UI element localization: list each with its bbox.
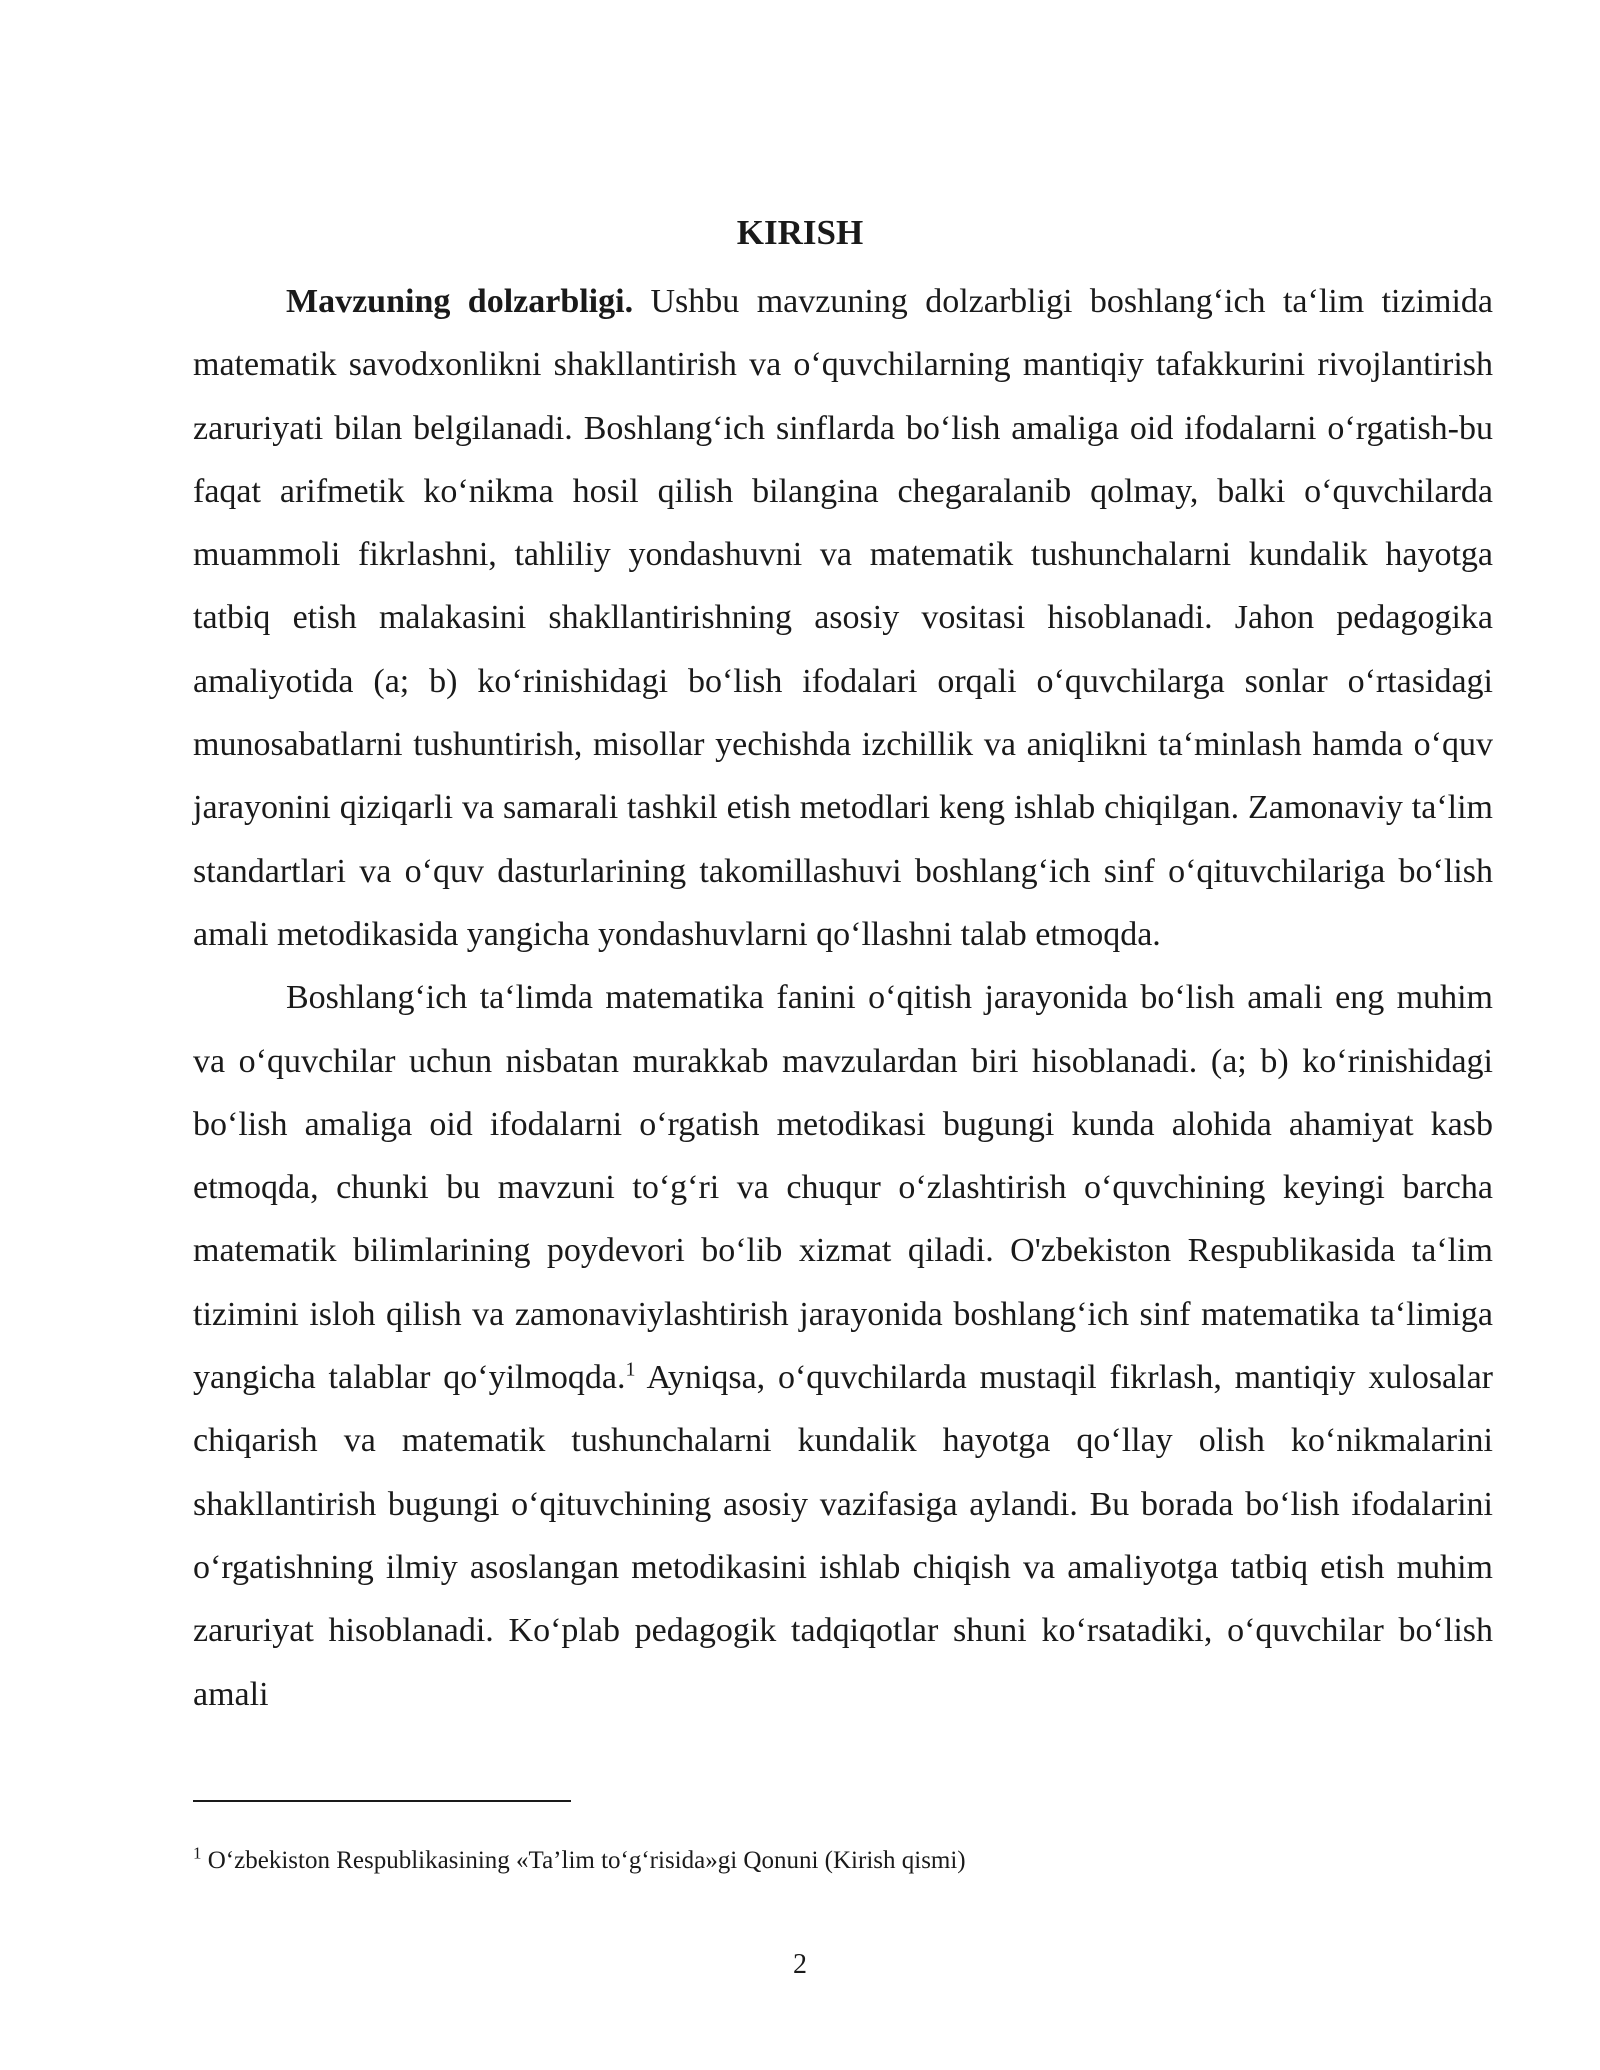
footnote-reference[interactable]: 1	[625, 1358, 636, 1381]
footnote-number: 1	[193, 1843, 202, 1863]
footnote-text: O‘zbekiston Respublikasining «Ta’lim to‘g‘risida»gi Qonuni (Kirish qismi)	[201, 1847, 966, 1874]
paragraph-lead: Mavzuning dolzarbligi.	[286, 283, 634, 320]
body-text	[193, 270, 1493, 1726]
page-number: 2	[793, 1949, 807, 1980]
paragraph-text: Ayniqsa, o‘quvchilarda mustaqil fikrlash, mantiqiy xulosalar chiqarish va matematik tushunchalarni kundalik hayotga qo‘llay olish ko‘nikmalarini shakllantirish bugungi o‘qituvchining asosiy vazifasiga aylandi. Bu borada bo‘lish ifodalarini o‘rgatishning ilmiy asoslangan metodikasini ishlab chiqish va amaliyotga tatbiq etish muhim zaruriyat hisoblanadi. Ko‘plab pedagogik tadqiqotlar shuni ko‘rsatadiki, o‘quvchilar bo‘lish amali	[193, 1359, 1493, 1713]
footnote-divider	[193, 1800, 571, 1802]
paragraph-text: Boshlang‘ich ta‘limda matematika fanini o‘qitish jarayonida bo‘lish amali eng muhim va o‘quvchilar uchun nisbatan murakkab mavzulardan biri hisoblanadi. (a; b) ko‘rinishidagi bo‘lish amaliga oid ifodalarni o‘rgatish metodikasi bugungi kunda alohida ahamiyat kasb etmoqda, chunki bu mavzuni to‘g‘ri va chuqur o‘zlashtirish o‘quvchining keyingi barcha matematik bilimlarining poydevori bo‘lib xizmat qiladi. O'zbekiston Respublikasida ta‘lim tizimini isloh qilish va zamonaviylashtirish jarayonida boshlang‘ich sinf matematika ta‘limiga yangicha talablar qo‘yilmoqda.	[193, 979, 1493, 1397]
paragraph-context	[193, 966, 1493, 1726]
section-heading: KIRISH	[736, 213, 864, 252]
paragraph-text: Ushbu mavzuning dolzarbligi boshlang‘ich ta‘lim tizimida matematik savodxonlikni shakllantirish va o‘quvchilarning mantiqiy tafakkurini rivojlantirish zaruriyati bilan belgilanadi. Boshlang‘ich sinflarda bo‘lish amaliga oid ifodalarni o‘rgatish-bu faqat arifmetik ko‘nikma hosil qilish bilangina chegaralanib qolmay, balki o‘quvchilarda muammoli fikrlashni, tahliliy yondashuvni va matematik tushunchalarni kundalik hayotga tatbiq etish malakasini shakllantirishning asosiy vositasi hisoblanadi. Jahon pedagogika amaliyotida (a; b) ko‘rinishidagi bo‘lish ifodalari orqali o‘quvchilarga sonlar o‘rtasidagi munosabatlarni tushuntirish, misollar yechishda izchillik va aniqlikni ta‘minlash hamda o‘quv jarayonini qiziqarli va samarali tashkil etish metodlari keng ishlab chiqilgan. Zamonaviy ta‘lim standartlari va o‘quv dasturlarining takomillashuvi boshlang‘ich sinf o‘qituvchilariga bo‘lish amali metodikasida yangicha yondashuvlarni qo‘llashni talab etmoqda.	[193, 283, 1494, 953]
paragraph-relevance	[193, 270, 1493, 966]
footnote	[193, 1843, 1493, 1879]
